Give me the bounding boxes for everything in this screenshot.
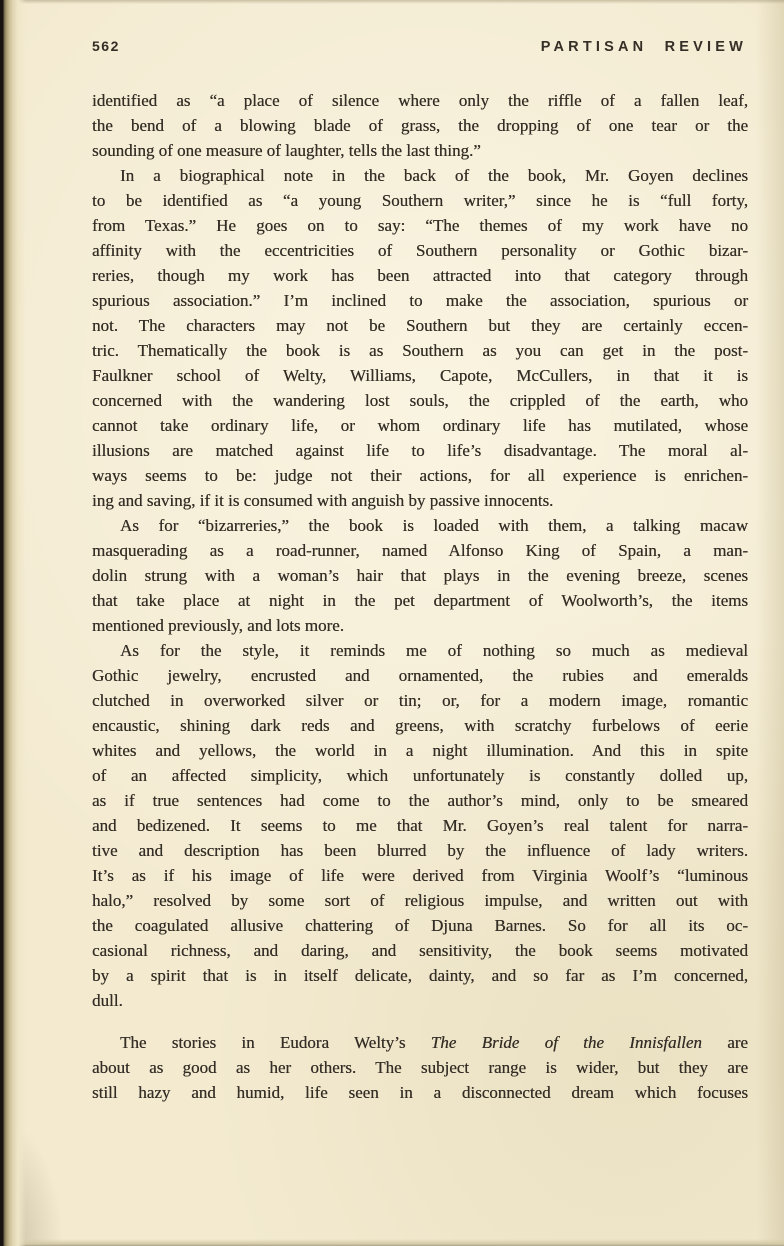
page-number: 562: [92, 38, 120, 54]
text-line: casional richness, and daring, and sensitivity, the book seems motivated: [92, 941, 748, 960]
text-line: whites and yellows, the world in a night illumination. And this in spite: [92, 741, 748, 760]
text-line: ing and saving, if it is consumed with anguish by passive innocents.: [92, 491, 554, 510]
page-edge-top-shade: [0, 0, 784, 4]
text-line: The stories in Eudora Welty’s The Bride of the Innisfallen are: [120, 1033, 748, 1052]
text-line: It’s as if his image of life were derived from Virginia Woolf’s “luminous: [92, 866, 748, 885]
page-body: [92, 88, 748, 1105]
text-line: encaustic, shining dark reds and greens, with scratchy furbelows of eerie: [92, 716, 748, 735]
journal-title: PARTISAN REVIEW: [540, 39, 747, 55]
text-line: identified as “a place of silence where only the riffle of a fallen leaf,: [92, 91, 748, 110]
text-line: halo,” resolved by some sort of religious impulse, and written out with: [92, 891, 748, 910]
paragraph: [92, 163, 748, 513]
text-line: affinity with the eccentricities of Southern personality or Gothic bizar-: [92, 241, 748, 260]
text-line: by a spirit that is in itself delicate, dainty, and so far as I’m concerned,: [92, 966, 748, 985]
text-line: about as good as her others. The subject range is wider, but they are: [92, 1058, 748, 1077]
text-line: tive and description has been blurred by the influence of lady writers.: [92, 841, 748, 860]
paragraph: [92, 88, 748, 163]
paragraph: [92, 1030, 748, 1105]
text-line: and bedizened. It seems to me that Mr. Goyen’s real talent for narra-: [92, 816, 748, 835]
page-edge-right-shade: [756, 0, 784, 1246]
text-line: sounding of one measure of laughter, tells the last thing.”: [92, 141, 481, 160]
text-line: masquerading as a road-runner, named Alfonso King of Spain, a man-: [92, 541, 748, 560]
text-line: dolin strung with a woman’s hair that plays in the evening breeze, scenes: [92, 566, 748, 585]
text-line: to be identified as “a young Southern writer,” since he is “full forty,: [92, 191, 748, 210]
text-line: concerned with the wandering lost souls, the crippled of the earth, who: [92, 391, 748, 410]
paragraph: [92, 638, 748, 1013]
book-edge-strip: [0, 0, 26, 1246]
text-line: the bend of a blowing blade of grass, the dropping of one tear or the: [92, 116, 748, 135]
text-line: as if true sentences had come to the author’s mind, only to be smeared: [92, 791, 748, 810]
page-edge-bottom-shade: [0, 1239, 784, 1246]
text-line: ways seems to be: judge not their actions, for all experience is enrichen-: [92, 466, 748, 485]
text-line: mentioned previously, and lots more.: [92, 616, 344, 635]
text-line: As for the style, it reminds me of nothing so much as medieval: [120, 641, 748, 660]
text-line: In a biographical note in the back of the book, Mr. Goyen declines: [120, 166, 748, 185]
text-line: As for “bizarreries,” the book is loaded with them, a talking macaw: [120, 516, 748, 535]
text-line: clutched in overworked silver or tin; or, for a modern image, romantic: [92, 691, 748, 710]
paragraph: [92, 513, 748, 638]
text-line: that take place at night in the pet department of Woolworth’s, the items: [92, 591, 748, 610]
text-line: reries, though my work has been attracted into that category through: [92, 266, 748, 285]
text-line: still hazy and humid, life seen in a disconnected dream which focuses: [92, 1083, 748, 1102]
text-line: Gothic jewelry, encrusted and ornamented, the rubies and emeralds: [92, 666, 748, 685]
text-line: dull.: [92, 991, 123, 1010]
running-head: [92, 38, 747, 55]
text-line: from Texas.” He goes on to say: “The themes of my work have no: [92, 216, 748, 235]
text-line: illusions are matched against life to life’s disadvantage. The moral al-: [92, 441, 748, 460]
text-line: not. The characters may not be Southern but they are certainly eccen-: [92, 316, 748, 335]
text-line: cannot take ordinary life, or whom ordinary life has mutilated, whose: [92, 416, 748, 435]
text-line: spurious association.” I’m inclined to make the association, spurious or: [92, 291, 748, 310]
text-line: Faulkner school of Welty, Williams, Capote, McCullers, in that it is: [92, 366, 748, 385]
text-line: of an affected simplicity, which unfortunately is constantly dolled up,: [92, 766, 748, 785]
text-line: tric. Thematically the book is as Southern as you can get in the post-: [92, 341, 748, 360]
text-line: the coagulated allusive chattering of Djuna Barnes. So for all its oc-: [92, 916, 748, 935]
